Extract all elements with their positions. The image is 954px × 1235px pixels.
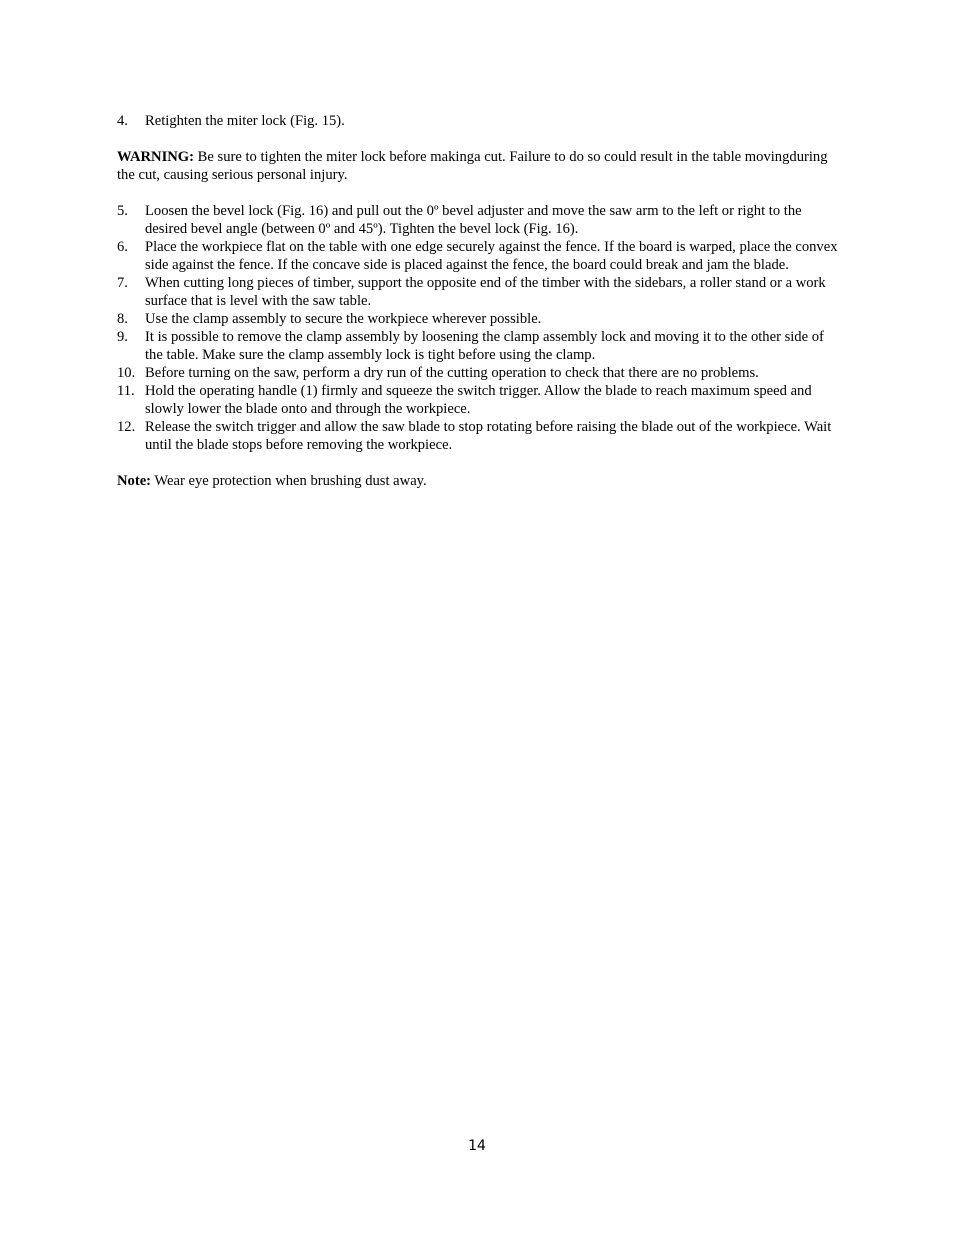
page-content (117, 112, 841, 490)
step-number: 5. (117, 203, 128, 219)
note-text: Wear eye protection when brushing dust away. (151, 473, 427, 489)
step-8 (117, 310, 841, 328)
step-number: 12. (117, 419, 136, 435)
step-text: Retighten the miter lock (Fig. 15). (145, 113, 345, 129)
step-number: 4. (117, 113, 128, 129)
spacer (117, 184, 841, 202)
spacer (117, 454, 841, 472)
step-number: 8. (117, 311, 128, 327)
step-text: Release the switch trigger and allow the saw blade to stop rotating before raising the blade out of the workpiece. Wait until the blade stops before removing the workpiece. (145, 419, 832, 453)
note-paragraph (117, 472, 841, 490)
step-10 (117, 364, 841, 382)
step-5 (117, 202, 841, 238)
step-text: Hold the operating handle (1) firmly and squeeze the switch trigger. Allow the blade to reach maximum speed and slowly lower the blade onto and through the workpiece. (145, 383, 812, 417)
step-11 (117, 382, 841, 418)
warning-label: WARNING: (117, 149, 195, 165)
spacer (117, 130, 841, 148)
note-label: Note: (117, 473, 152, 489)
step-12 (117, 418, 841, 454)
step-text: Before turning on the saw, perform a dry run of the cutting operation to check that there are no problems. (145, 365, 759, 381)
step-number: 9. (117, 329, 128, 345)
step-number: 6. (117, 239, 128, 255)
warning-paragraph (117, 148, 841, 184)
page-number: 14 (468, 1138, 486, 1154)
step-number: 10. (117, 365, 136, 381)
step-text: Loosen the bevel lock (Fig. 16) and pull out the 0º bevel adjuster and move the saw arm to the left or right to the desired bevel angle (between 0º and 45º). Tighten the bevel lock (Fig. 16). (145, 203, 802, 237)
step-6 (117, 238, 841, 274)
step-9 (117, 328, 841, 364)
step-7 (117, 274, 841, 310)
step-number: 7. (117, 275, 128, 291)
warning-text: Be sure to tighten the miter lock before makinga cut. Failure to do so could result in the table movingduring the cut, causing serious personal injury. (117, 149, 828, 183)
step-text: It is possible to remove the clamp assembly by loosening the clamp assembly lock and moving it to the other side of the table. Make sure the clamp assembly lock is tight before using the clamp. (145, 329, 824, 363)
step-text: Use the clamp assembly to secure the workpiece wherever possible. (145, 311, 542, 327)
step-text: When cutting long pieces of timber, support the opposite end of the timber with the sidebars, a roller stand or a work surface that is level with the saw table. (145, 275, 826, 309)
step-text: Place the workpiece flat on the table with one edge securely against the fence. If the board is warped, place the convex side against the fence. If the concave side is placed against the fence, the board could break and jam the blade. (145, 239, 838, 273)
step-4 (117, 112, 841, 130)
step-number: 11. (117, 383, 135, 399)
